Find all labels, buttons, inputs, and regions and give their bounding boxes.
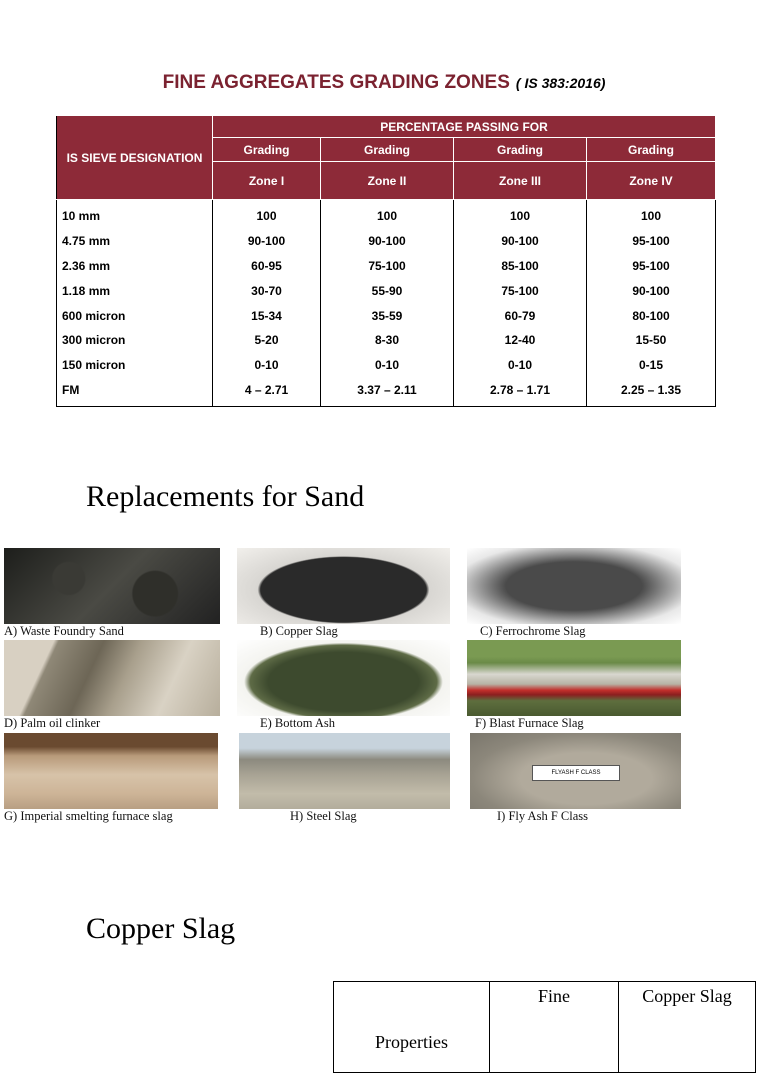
table-row — [57, 229, 716, 254]
zone-2-header-line1: Grading — [321, 138, 454, 162]
fly-ash-photo — [470, 733, 681, 809]
zone-1-cell: 90-100 — [213, 229, 321, 254]
zone-4-header-line1: Grading — [587, 138, 716, 162]
bottom-ash-photo — [237, 640, 450, 716]
zone-3-cell: 0-10 — [454, 353, 587, 378]
zone-4-cell: 100 — [587, 200, 716, 229]
zone-3-cell: 100 — [454, 200, 587, 229]
properties-header: Properties — [334, 982, 490, 1073]
table-row — [57, 200, 716, 229]
zone-1-cell: 30-70 — [213, 278, 321, 303]
zone-1-cell: 15-34 — [213, 303, 321, 328]
zone-4-header-line2: Zone IV — [587, 162, 716, 200]
table-row — [57, 278, 716, 303]
caption-b: B) Copper Slag — [260, 624, 338, 638]
caption-i: I) Fly Ash F Class — [497, 809, 588, 823]
zone-4-cell: 95-100 — [587, 229, 716, 254]
caption-e: E) Bottom Ash — [260, 716, 336, 730]
zone-4-cell: 90-100 — [587, 278, 716, 303]
zone-4-cell: 15-50 — [587, 328, 716, 353]
zone-1-cell: 5-20 — [213, 328, 321, 353]
caption-c: C) Ferrochrome Slag — [480, 624, 586, 638]
caption-a: A) Waste Foundry Sand — [4, 624, 124, 638]
table-row — [57, 353, 716, 378]
zone-3-cell: 75-100 — [454, 278, 587, 303]
sieve-cell: 2.36 mm — [57, 254, 213, 279]
zone-3-cell: 12-40 — [454, 328, 587, 353]
caption-h: H) Steel Slag — [290, 809, 357, 823]
grading-zones-table — [56, 115, 716, 407]
zone-1-cell: 100 — [213, 200, 321, 229]
zone-2-cell: 100 — [321, 200, 454, 229]
sieve-cell: 600 micron — [57, 303, 213, 328]
zone-3-header-line1: Grading — [454, 138, 587, 162]
copper-slag-header: Copper Slag — [619, 982, 756, 1073]
table-row — [334, 982, 756, 1073]
standard-ref: ( IS 383:2016) — [515, 75, 606, 91]
zone-3-cell: 90-100 — [454, 229, 587, 254]
zone-2-cell: 8-30 — [321, 328, 454, 353]
grading-zones-title — [0, 72, 768, 94]
zone-3-header-line2: Zone III — [454, 162, 587, 200]
zone-2-cell: 55-90 — [321, 278, 454, 303]
table-row — [57, 328, 716, 353]
caption-d: D) Palm oil clinker — [4, 716, 101, 730]
caption-f: F) Blast Furnace Slag — [475, 716, 584, 730]
zone-1-header-line1: Grading — [213, 138, 321, 162]
zone-1-cell: 4 – 2.71 — [213, 378, 321, 407]
sieve-cell: 10 mm — [57, 200, 213, 229]
zone-3-cell: 2.78 – 1.71 — [454, 378, 587, 407]
sieve-cell: 4.75 mm — [57, 229, 213, 254]
zone-4-cell: 80-100 — [587, 303, 716, 328]
zone-3-cell: 60-79 — [454, 303, 587, 328]
table-row — [57, 378, 716, 407]
zone-4-cell: 0-15 — [587, 353, 716, 378]
zone-2-cell: 35-59 — [321, 303, 454, 328]
caption-g: G) Imperial smelting furnace slag — [4, 809, 173, 823]
waste-foundry-sand-photo — [4, 548, 220, 624]
table-row — [57, 303, 716, 328]
sieve-cell: 150 micron — [57, 353, 213, 378]
zone-1-header-line2: Zone I — [213, 162, 321, 200]
palm-oil-clinker-photo — [4, 640, 220, 716]
zone-4-cell: 95-100 — [587, 254, 716, 279]
imperial-smelting-slag-photo — [4, 733, 218, 809]
ferrochrome-slag-photo — [467, 548, 681, 624]
zone-2-cell: 75-100 — [321, 254, 454, 279]
sieve-designation-header: IS SIEVE DESIGNATION — [57, 116, 213, 200]
table-row — [57, 254, 716, 279]
title-text: FINE AGGREGATES GRADING ZONES — [162, 72, 510, 93]
copper-slag-photo — [237, 548, 450, 624]
replacements-heading: Replacements for Sand — [86, 480, 365, 513]
sieve-cell: 1.18 mm — [57, 278, 213, 303]
sieve-cell: FM — [57, 378, 213, 407]
percentage-passing-header: PERCENTAGE PASSING FOR — [213, 116, 716, 138]
zone-2-cell: 0-10 — [321, 353, 454, 378]
flyash-label-tag: FLYASH F CLASS — [532, 765, 620, 781]
steel-slag-photo — [239, 733, 450, 809]
zone-2-cell: 90-100 — [321, 229, 454, 254]
copper-slag-table — [333, 981, 756, 1073]
zone-2-header-line2: Zone II — [321, 162, 454, 200]
fine-aggregate-header: Fine — [490, 982, 619, 1073]
copper-slag-heading: Copper Slag — [86, 912, 236, 945]
blast-furnace-slag-photo — [467, 640, 681, 716]
sieve-cell: 300 micron — [57, 328, 213, 353]
zone-1-cell: 0-10 — [213, 353, 321, 378]
zone-3-cell: 85-100 — [454, 254, 587, 279]
zone-4-cell: 2.25 – 1.35 — [587, 378, 716, 407]
zone-2-cell: 3.37 – 2.11 — [321, 378, 454, 407]
zone-1-cell: 60-95 — [213, 254, 321, 279]
